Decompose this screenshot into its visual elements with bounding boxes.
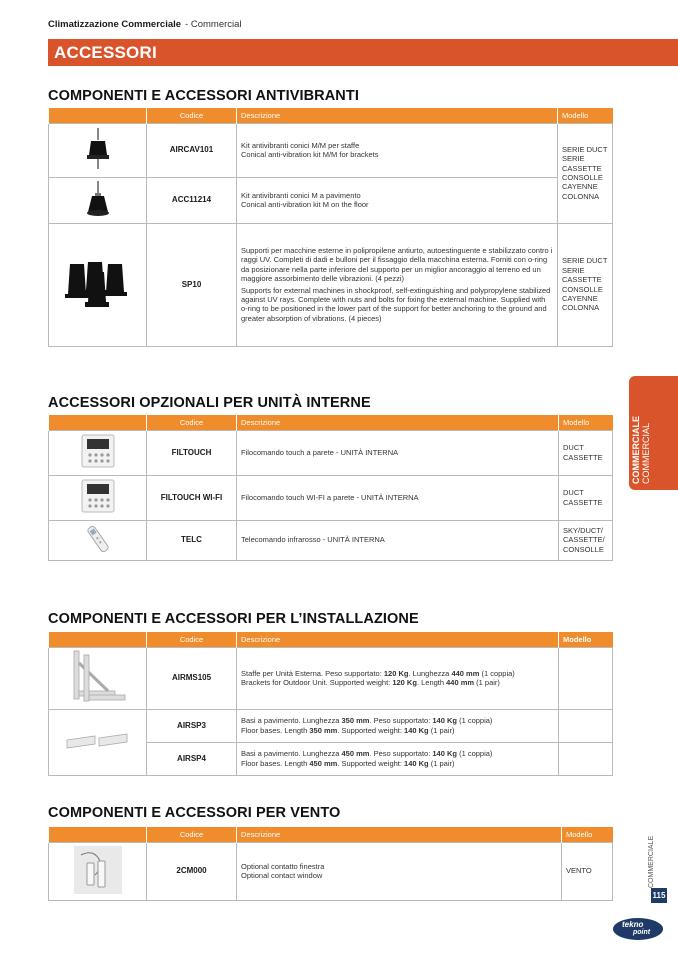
page-header (48, 19, 242, 30)
desc-it: Kit antivibranti conici M/M per staffe (241, 140, 360, 150)
window-contact-icon (73, 845, 123, 895)
product-code: ACC11214 (147, 177, 237, 223)
section-title-antivibranti: COMPONENTI E ACCESSORI ANTIVIBRANTI (48, 88, 359, 104)
model-line: SERIE DUCT (562, 144, 608, 154)
product-code: FILTOUCH WI-FI (147, 475, 237, 520)
desc-it: Supporti per macchine esterne in polipropilene antiurto, autoestinguente e stabilizzato contro i raggi UV. Completi di dadi e bulloni per il fissaggio della macchina esterna. Forniti con o-ring da posizionare nella parte inferiore del supporto per un miglior ancoraggio al terreno ed un maggiore assorbimento delle vibrazioni. (4 pezzi) (241, 246, 553, 284)
desc-text: . Peso supportato: (369, 716, 433, 726)
table-row (49, 430, 613, 475)
desc-en (241, 759, 554, 768)
model-line: SERIE CASSETTE (562, 265, 602, 285)
desc-text: Basi a pavimento. Lunghezza (241, 749, 342, 759)
product-description (237, 223, 558, 346)
table-row (49, 123, 613, 177)
table-header-row (49, 415, 613, 430)
desc-it: Kit antivibranti conici M a pavimento (241, 190, 361, 200)
desc-value: 350 mm (341, 716, 370, 726)
model-line: CASSETTE (563, 497, 603, 507)
desc-text: Staffe per Unità Esterna. Peso supportato: (241, 668, 384, 678)
header-code: Codice (147, 827, 237, 842)
model-line: CASSETTE/ (563, 535, 605, 545)
desc-text: (1 coppia) (457, 716, 493, 726)
desc-en: Conical anti-vibration kit M on the floor (241, 200, 369, 209)
desc-value: 140 Kg (404, 725, 429, 735)
table-row (49, 520, 613, 560)
model-line: SKY/DUCT/ (563, 525, 604, 535)
header-code: Codice (147, 415, 237, 430)
product-description (237, 647, 559, 709)
header-desc: Descrizione (237, 632, 559, 647)
footer-side-label: COMMERCIALE (648, 835, 655, 888)
wall-touch-controller-icon (81, 434, 115, 468)
header-model: Modello (562, 827, 613, 842)
ir-remote-icon (83, 524, 113, 554)
product-model: VENTO (562, 842, 613, 900)
product-description: Filocomando touch a parete - UNITÀ INTERNA (237, 430, 559, 475)
model-line: SERIE CASSETTE (562, 154, 602, 173)
product-code: TELC (147, 520, 237, 560)
header-image (49, 827, 147, 842)
header-desc: Descrizione (237, 827, 562, 842)
model-line: CONSOLLE (562, 284, 603, 294)
section-title-installazione: COMPONENTI E ACCESSORI PER L’INSTALLAZIONE (48, 611, 419, 627)
product-code: FILTOUCH (147, 430, 237, 475)
tekno-point-logo (613, 918, 663, 940)
table-row (49, 842, 613, 900)
product-image (49, 709, 147, 775)
product-code: 2CM000 (147, 842, 237, 900)
desc-text: . Supported weight: (337, 758, 405, 768)
desc-value: 450 mm (341, 749, 370, 759)
side-tab-line2: COMMERCIAL (641, 422, 651, 484)
desc-value: 140 Kg (404, 758, 429, 768)
header-title: Climatizzazione Commerciale (48, 19, 182, 30)
side-tab-text (631, 416, 651, 484)
desc-value: 440 mm (446, 678, 475, 687)
wall-brackets-icon (68, 649, 128, 705)
product-code: AIRSP4 (147, 742, 237, 775)
product-image (49, 842, 147, 900)
model-line: CONSOLLE (563, 544, 604, 554)
product-description (237, 742, 559, 775)
header-model: Modello (559, 632, 613, 647)
header-image (49, 108, 147, 123)
product-code: AIRSP3 (147, 709, 237, 742)
desc-value: 140 Kg (432, 716, 457, 726)
desc-it: Optional contatto finestra (241, 861, 325, 871)
table-row (49, 475, 613, 520)
wifi-touch-controller-icon (81, 479, 115, 513)
header-model: Modello (559, 415, 613, 430)
product-image (49, 520, 147, 560)
table-antivibranti (48, 108, 613, 347)
model-line: DUCT (563, 488, 584, 498)
desc-text: . Length (416, 678, 447, 687)
product-image (49, 647, 147, 709)
header-model: Modello (558, 108, 613, 123)
table-interne (48, 415, 613, 561)
model-line: DUCT (563, 443, 584, 453)
banner-label: ACCESSORI (54, 43, 157, 62)
product-image (49, 430, 147, 475)
model-line: CONSOLLE (562, 173, 603, 182)
table-header-row (49, 827, 613, 842)
product-code: AIRCAV101 (147, 123, 237, 177)
header-image (49, 632, 147, 647)
desc-en: Conical anti-vibration kit M/M for brackets (241, 150, 379, 159)
table-row (49, 223, 613, 346)
product-model (559, 430, 613, 475)
header-subtitle: - Commercial (185, 19, 242, 30)
desc-text: Brackets for Outdoor Unit. Supported weight: (241, 678, 393, 687)
floor-antivibration-mount-icon (83, 180, 113, 218)
plastic-supports-icon (60, 258, 136, 308)
product-image (49, 123, 147, 177)
section-title-interne: ACCESSORI OPZIONALI PER UNITÀ INTERNE (48, 395, 371, 411)
table-row (49, 177, 613, 223)
product-image (49, 177, 147, 223)
table-row (49, 709, 613, 742)
table-row (49, 647, 613, 709)
product-description (237, 123, 558, 177)
section-title-vento: COMPONENTI E ACCESSORI PER VENTO (48, 805, 341, 821)
logo-text-1: tekno (622, 920, 644, 929)
header-code: Codice (147, 632, 237, 647)
desc-value: 120 Kg (392, 678, 417, 687)
floor-bases-icon (65, 728, 131, 754)
desc-value: 120 Kg (383, 668, 409, 678)
desc-text: (1 pair) (474, 678, 500, 687)
desc-en (241, 678, 554, 687)
desc-en: Supports for external machines in shockproof, self-extinguishing and polypropylene stabilized against UV rays. Complete with nuts and bolts for fixing the external machine. Supplied with o-ring to be positioned in the lower part of the support for better anchoring to the ground and greater absorption of vibrations. (4 pieces) (241, 285, 551, 323)
table-header-row (49, 632, 613, 647)
model-line: SERIE DUCT (562, 256, 608, 266)
product-code: SP10 (147, 223, 237, 346)
product-model (559, 647, 613, 709)
desc-en: Optional contact window (241, 871, 323, 880)
desc-text: . Supported weight: (337, 725, 405, 735)
conical-antivibration-mount-icon (83, 127, 113, 171)
desc-value: 140 Kg (432, 749, 457, 759)
table-installazione (48, 632, 613, 776)
product-description (237, 709, 559, 742)
product-model (559, 709, 613, 742)
desc-text: Basi a pavimento. Lunghezza (241, 716, 342, 726)
desc-en (241, 726, 554, 735)
model-line: CAYENNE (562, 182, 598, 192)
desc-text: (1 coppia) (479, 668, 515, 678)
product-model (558, 123, 613, 223)
product-model (559, 475, 613, 520)
logo-text-2: point (633, 929, 651, 936)
side-tab-commerciale (629, 376, 678, 490)
desc-it (241, 669, 554, 678)
header-code: Codice (147, 108, 237, 123)
desc-text: . Peso supportato: (369, 749, 433, 759)
product-image (49, 223, 147, 346)
desc-it (241, 716, 554, 725)
model-line: COLONNA (562, 191, 600, 201)
model-line: COLONNA (562, 303, 600, 313)
section-banner (48, 39, 678, 66)
side-tab-line1: COMMERCIALE (631, 416, 641, 484)
desc-value: 350 mm (309, 725, 338, 735)
desc-text: (1 coppia) (457, 749, 493, 759)
product-model (559, 742, 613, 775)
product-model (559, 520, 613, 560)
header-image (49, 415, 147, 430)
desc-value: 450 mm (309, 758, 338, 768)
product-image (49, 475, 147, 520)
product-description (237, 177, 558, 223)
page-number: 115 (651, 888, 667, 903)
desc-text: Floor bases. Length (241, 725, 310, 735)
product-description: Filocomando touch WI-FI a parete - UNITÀ INTERNA (237, 475, 559, 520)
header-desc: Descrizione (237, 108, 558, 123)
product-description: Telecomando infrarosso - UNITÀ INTERNA (237, 520, 559, 560)
desc-text: Floor bases. Length (241, 758, 310, 768)
desc-it (241, 749, 554, 758)
model-line: CAYENNE (562, 293, 598, 303)
product-model (558, 223, 613, 346)
desc-value: 440 mm (451, 668, 480, 678)
table-header-row (49, 108, 613, 123)
table-vento (48, 827, 613, 901)
header-desc: Descrizione (237, 415, 559, 430)
product-code: AIRMS105 (147, 647, 237, 709)
desc-text: . Lunghezza (408, 668, 452, 678)
product-description (237, 842, 562, 900)
desc-text: (1 pair) (428, 758, 455, 768)
model-line: CASSETTE (563, 452, 603, 462)
desc-text: (1 pair) (428, 725, 455, 735)
